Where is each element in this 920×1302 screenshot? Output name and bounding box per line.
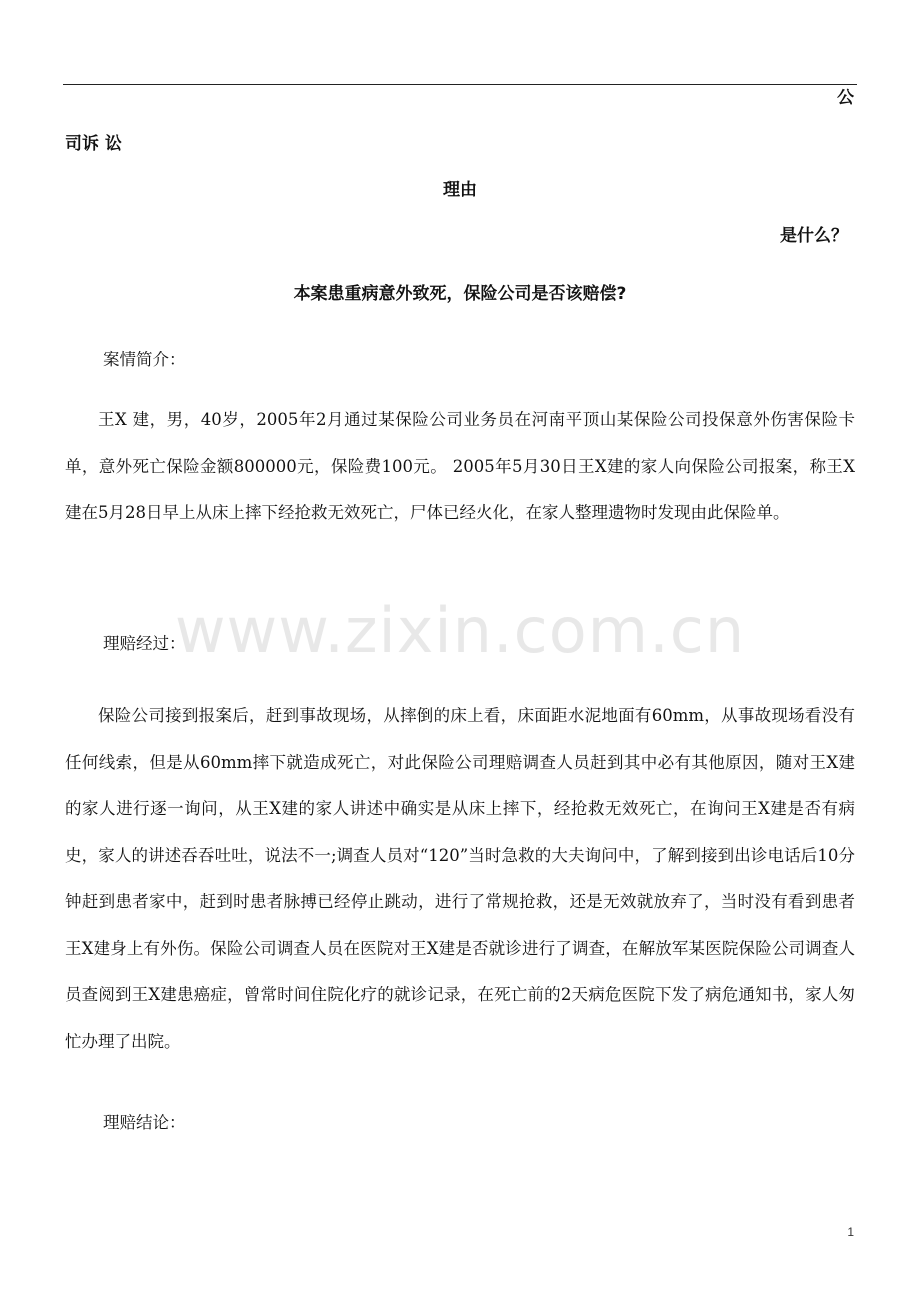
watermark: www.zixin.com.cn <box>174 594 746 667</box>
page-number: 1 <box>847 1225 854 1239</box>
claim-process-paragraph: 保险公司接到报案后，赶到事故现场，从摔倒的床上看，床面距水泥地面有60mm，从事故现场看没有任何线索，但是从60mm摔下就造成死亡，对此保险公司理赔调查人员赶到其中必有其他原因，随对王X建的家人进行逐一询问，从王X建的家人讲述中确实是从床上摔下，经抢救无效死亡，在询问王X建是否有病史，家人的讲述吞吞吐吐，说法不一;调查人员对“120”当时急救的大夫询问中，了解到接到出诊电话后10分钟赶到患者家中，赶到时患者脉搏已经停止跳动，进行了常规抢救，还是无效就放弃了，当时没有看到患者王X建身上有外伤。保险公司调查人员在医院对王X建是否就诊进行了调查，在解放军某医院保险公司调查人员查阅到王X建患癌症，曾常时间住院化疗的就诊记录，在死亡前的2天病危医院下发了病危通知书，家人匆忙办理了出院。 <box>65 706 855 1051</box>
heading-fragment: 理由 <box>443 180 477 200</box>
heading-fragment: 司诉 讼 <box>65 134 122 154</box>
section-label-claim-conclusion: 理赔结论： <box>103 1113 186 1132</box>
heading-fragment: 是什么？ <box>780 226 848 246</box>
section-label-claim-process: 理赔经过： <box>103 634 186 653</box>
section-label-case-summary: 案情简介： <box>103 350 186 369</box>
header-rule <box>63 84 857 85</box>
heading-fragment: 公 <box>837 88 854 108</box>
document-title: 本案患重病意外致死，保险公司是否该赔偿? <box>293 284 627 304</box>
case-summary-paragraph: 王X 建，男，40岁，2005年2月通过某保险公司业务员在河南平顶山某保险公司投保意外伤害保险卡单，意外死亡保险金额800000元，保险费100元。 2005年5月30日王X建的家人向保险公司报案，称王X建在5月28日早上从床上摔下经抢救无效死亡，尸体已经火化，在家人整理遗物时发现由此保险单。 <box>65 410 855 522</box>
